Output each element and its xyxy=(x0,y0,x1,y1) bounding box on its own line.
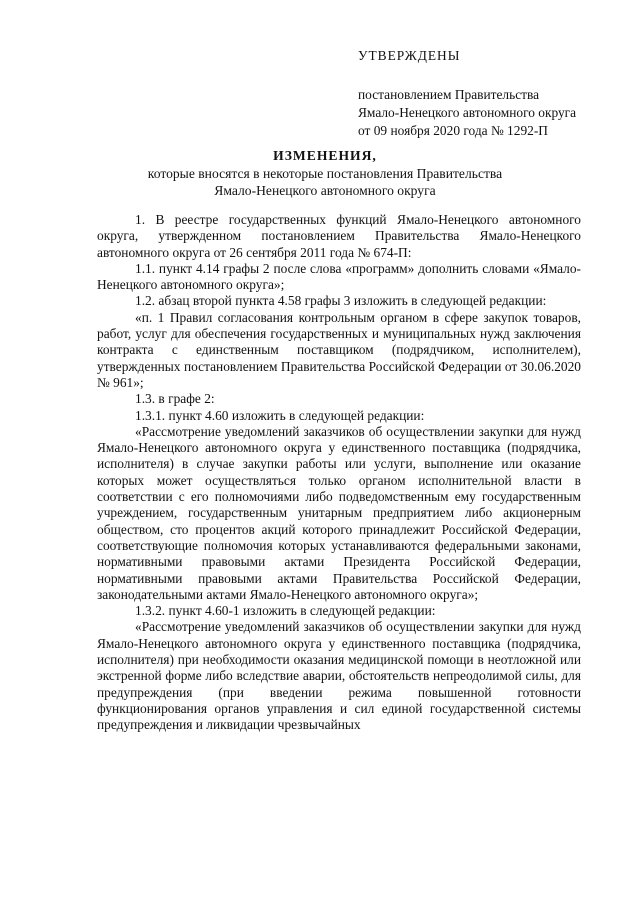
paragraph-1: 1. В реестре государственных функций Ямало-Ненецкого автономного округа, утвержденном постановлением Правительства Ямало-Ненецкого автономного округа от 26 сентября 2011 года № 674-П: xyxy=(97,212,581,260)
document-subtitle-line-1: которые вносятся в некоторые постановления Правительства xyxy=(147,166,503,181)
paragraph-1-3-1: 1.3.1. пункт 4.60 изложить в следующей редакции: xyxy=(135,407,425,423)
paragraph-1-2: 1.2. абзац второй пункта 4.58 графы 3 изложить в следующей редакции: xyxy=(135,293,547,309)
paragraph-1-3: 1.3. в графе 2: xyxy=(135,391,215,407)
approval-stamp: УТВЕРЖДЕНЫ xyxy=(358,48,461,63)
document-body xyxy=(97,212,581,734)
document-heading: ИЗМЕНЕНИЯ, xyxy=(273,148,377,163)
paragraph-1-3-2: 1.3.2. пункт 4.60-1 изложить в следующей редакции: xyxy=(135,603,436,619)
paragraph-1-3-1-quote: «Рассмотрение уведомлений заказчиков об осуществлении закупки для нужд Ямало-Ненецкого автономного округа у единственного поставщика (подрядчика, исполнителя) в случае закупки работы или услуги, выполнение или оказание которых может осуществляться только органом исполнительной власти в соответствии с его полномочиями либо подведомственным ему государственным учреждением, государственным унитарным предприятием либо акционерным обществом, сто процентов акций которого принадлежит Российской Федерации, соответствующие полномочия которых устанавливаются федеральными законами, нормативными правовыми актами Президента Российской Федерации, нормативными правовыми актами Правительства Российской Федерации, законодательными актами Ямало-Ненецкого автономного округа»; xyxy=(97,423,581,602)
paragraph-1-3-2-quote: «Рассмотрение уведомлений заказчиков об осуществлении закупки для нужд Ямало-Ненецкого автономного округа у единственного поставщика (подрядчика, исполнителя) при необходимости оказания медицинской помощи в неотложной или экстренной форме либо вследствие аварии, обстоятельств непреодолимой силы, для предупреждения (при введении режима повышенной готовности функционирования органов управления и сил единой государственной системы предупреждения и ликвидации чрезвычайных xyxy=(97,619,581,733)
paragraph-1-2-quote: «п. 1 Правил согласования контрольным органом в сфере закупок товаров, работ, услуг для обеспечения государственных и муниципальных нужд заключения контракта с единственным поставщиком (подрядчиком, исполнителем), утвержденных постановлением Правительства Российской Федерации от 30.06.2020 № 961»; xyxy=(97,309,581,390)
approval-line-2: Ямало-Ненецкого автономного округа xyxy=(358,105,577,120)
paragraph-1-1: 1.1. пункт 4.14 графы 2 после слова «программ» дополнить словами «Ямало-Ненецкого автономного округа»; xyxy=(97,260,581,293)
approval-stamp-block xyxy=(358,47,628,140)
approval-line-1: постановлением Правительства xyxy=(358,87,540,102)
document-title-block xyxy=(80,147,570,199)
approval-line-3: от 09 ноября 2020 года № 1292-П xyxy=(358,123,548,138)
document-subtitle-line-2: Ямало-Ненецкого автономного округа xyxy=(214,183,436,198)
